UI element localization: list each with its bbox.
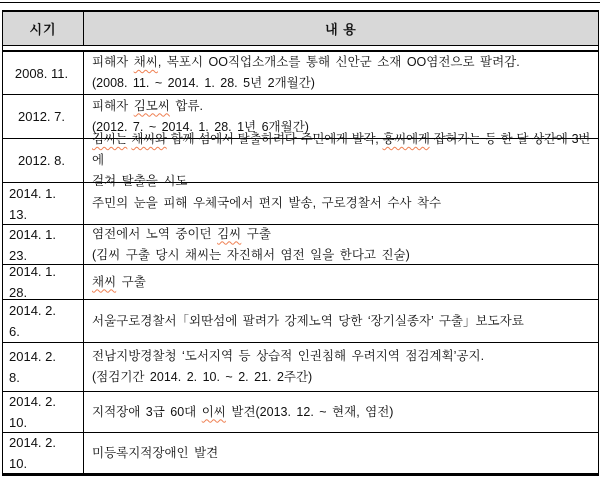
table-row — [3, 392, 598, 433]
content-line: 채씨 구출 — [92, 274, 146, 289]
content-line: 주민의 눈을 피해 우체국에서 편지 발송, 구로경찰서 수사 착수 — [92, 196, 442, 210]
content-line: (2008. 11. ~ 2014. 1. 28. 5년 2개월간) — [92, 76, 315, 90]
table-row — [3, 225, 598, 265]
content-line: 염전에서 노역 중이던 김씨 구출 — [92, 226, 271, 241]
header-cell-content: 내 용 — [325, 22, 357, 37]
date-line: 2012. 7. — [18, 109, 65, 124]
spellcheck-underline: 이씨 — [201, 404, 226, 419]
date-line: 10. — [9, 456, 28, 471]
spellcheck-underline: 채씨와 — [131, 132, 167, 146]
date-line: 2014. 1. — [9, 264, 56, 279]
table-row — [3, 433, 598, 473]
content-line: 피해자 채씨, 목포시 OO직업소개소를 통해 신안군 소재 OO염전으로 팔려감. — [92, 55, 520, 69]
content-cell — [84, 343, 598, 391]
content-cell — [84, 132, 598, 188]
outer-border-line — [0, 2, 600, 3]
date-cell — [3, 183, 84, 224]
table-row — [3, 132, 598, 188]
date-cell — [3, 225, 84, 264]
date-line: 2008. 11. — [14, 65, 69, 81]
date-line: 2014. 1. — [9, 185, 56, 201]
date-line: 10. — [9, 415, 28, 430]
date-cell — [3, 433, 84, 473]
date-line: 6. — [9, 324, 20, 339]
table-row — [3, 265, 598, 300]
content-cell — [84, 300, 598, 342]
content-line: 피해자 김모씨 합류. — [92, 98, 204, 113]
date-line: 13. — [9, 206, 28, 222]
date-line: 8. — [9, 370, 20, 385]
spellcheck-underline: 홍씨에게 — [382, 132, 430, 146]
content-line: 미등록지적장애인 발견 — [92, 445, 219, 460]
date-cell — [3, 343, 84, 391]
date-line: 23. — [9, 247, 28, 263]
content-line: 걸쳐 탈출을 시도 — [92, 174, 188, 188]
table-row — [3, 343, 598, 392]
date-cell — [3, 95, 84, 138]
date-line: 2014. 2. — [9, 435, 56, 450]
date-cell — [3, 52, 84, 94]
spellcheck-underline: 채씨 — [133, 55, 158, 69]
date-cell — [3, 300, 84, 342]
content-line: 김씨는 채씨와 함께 섬에서 탈출하려다 주민에게 발각, 홍씨에게 잡혀가는 등 한 달 상간에 3번에 — [92, 132, 590, 167]
date-cell — [3, 265, 84, 299]
date-line: 2014. 2. — [9, 303, 56, 318]
spellcheck-underline: 채씨 — [92, 274, 117, 289]
content-cell — [84, 433, 598, 473]
content-line: (김씨 구출 당시 채씨는 자진해서 염전 일을 한다고 진술) — [92, 247, 410, 262]
date-line: 28. — [9, 285, 28, 300]
content-cell — [84, 265, 598, 299]
content-cell — [84, 225, 598, 264]
content-cell — [84, 392, 598, 432]
timeline-table — [2, 10, 599, 476]
spellcheck-underline: 김씨 — [217, 226, 242, 241]
table-row — [3, 183, 598, 225]
content-line: (점검기간 2014. 2. 10. ~ 2. 21. 2주간) — [92, 370, 313, 384]
content-line: 지적장애 3급 60대 이씨 발견(2013. 12. ~ 현재, 염전) — [92, 404, 394, 419]
date-line: 2014. 2. — [9, 349, 56, 364]
date-line: 2014. 2. — [9, 394, 56, 409]
content-cell — [84, 52, 598, 94]
table-row — [3, 300, 598, 343]
date-cell — [3, 139, 84, 182]
table-row — [3, 52, 598, 95]
content-cell — [84, 183, 598, 224]
date-cell — [3, 392, 84, 432]
date-line: 2014. 1. — [9, 226, 56, 242]
date-line: 2012. 8. — [18, 153, 65, 168]
content-line: (2012. 7. ~ 2014. 1. 28. 1년 6개월간) — [92, 119, 309, 134]
table-body — [3, 52, 598, 473]
header-cell-period: 시기 — [3, 12, 84, 45]
spellcheck-underline: 김씨는 — [92, 132, 128, 146]
table-header-row — [3, 12, 598, 46]
content-line: 서울구로경찰서「외딴섬에 팔려가 강제노역 당한 ‘장기실종자’ 구출」보도자료 — [92, 313, 524, 328]
spellcheck-underline: 김모씨 — [133, 98, 170, 113]
content-line: 전남지방경찰청 ‘도서지역 등 상습적 인권침해 우려지역 점검계획’공지. — [92, 349, 485, 363]
